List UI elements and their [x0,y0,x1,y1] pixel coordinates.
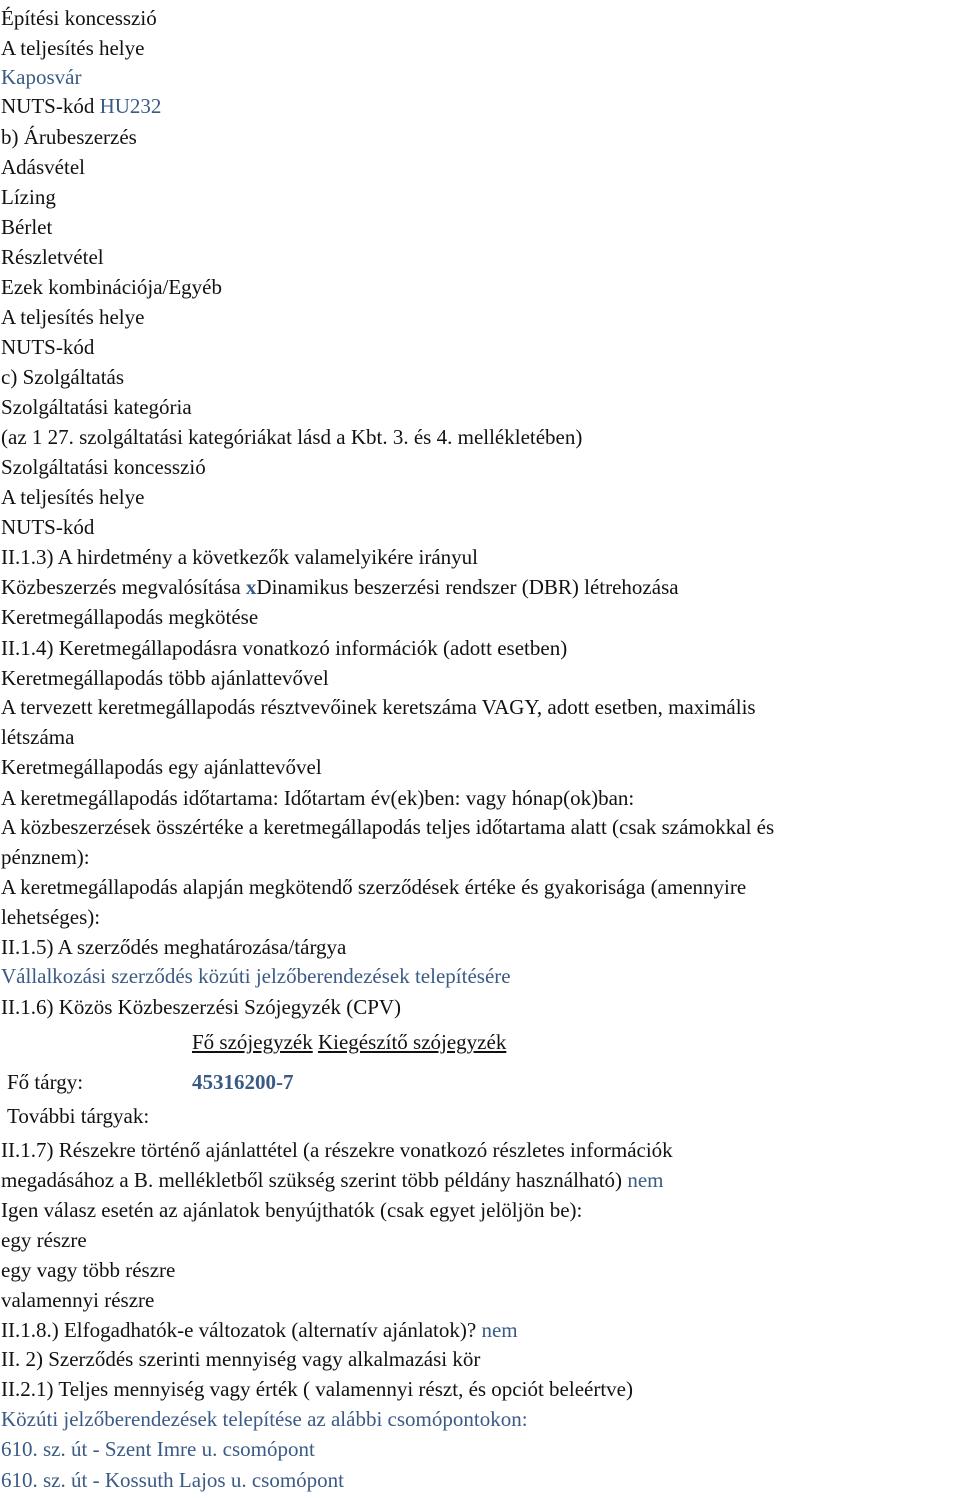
cpv-additional-objects-label: További tárgyak: [7,1104,150,1128]
cpv-supplementary-vocabulary-header: Kiegészítő szójegyzék [317,1030,507,1054]
contract-subject-value: Vállalkozási szerződés közúti jelzőberendezések telepítésére [1,964,511,988]
section-2-1-6-heading: II.1.6) Közös Közbeszerzési Szójegyzék (CPV) [1,995,402,1019]
variants-line [1,1317,518,1343]
total-quantity-description: Közúti jelzőberendezések telepítése az alábbi csomópontokon: [1,1407,528,1431]
cpv-main-object-label: Fő tárgy: [7,1070,84,1094]
tenders-submission-note: Igen válasz esetén az ajánlatok benyújthatók (csak egyet jelöljön be): [1,1198,583,1222]
nuts-code-value: HU232 [99,94,162,118]
all-lots-option: valamennyi részre [1,1288,155,1312]
one-or-more-lots-option: egy vagy több részre [1,1258,176,1282]
section-2-1-4-heading: II.1.4) Keretmegállapodásra vonatkozó információk (adott esetben) [1,636,568,660]
public-procurement-option: Közbeszerzés megvalósítása [1,575,246,599]
place-of-performance-value: Kaposvár [1,65,82,89]
total-value-line-2: pénznem): [1,845,90,869]
variants-answer-value: nem [481,1318,518,1342]
place-of-performance-label-2: A teljesítés helye [1,305,145,329]
framework-participants-line-2: létszáma [1,725,75,749]
selected-x-mark: x [245,575,257,599]
rental-option: Bérlet [1,215,53,239]
place-of-performance-label: A teljesítés helye [1,36,145,60]
place-of-performance-label-3: A teljesítés helye [1,485,145,509]
contracts-value-line-2: lehetséges): [1,905,101,929]
construction-concession-line: Építési koncesszió [1,6,157,30]
section-2-2-1-heading: II.2.1) Teljes mennyiség vagy érték ( valamennyi részt, és opciót beleértve) [1,1377,633,1401]
contracts-value-line-1: A keretmegállapodás alapján megkötendő szerződések értéke és gyakorisága (amennyire [1,875,747,899]
procurement-type-line [1,574,679,600]
nuts-code-label: NUTS-kód [1,94,95,118]
variants-question-text: II.1.8.) Elfogadhatók-e változatok (alternatív ajánlatok)? [1,1318,482,1342]
hire-purchase-option: Részletvétel [1,245,104,269]
cpv-table-header [192,1029,506,1055]
combination-option: Ezek kombinációja/Egyéb [1,275,223,299]
nuts-code-label-3: NUTS-kód [1,515,95,539]
service-category-label: Szolgáltatási kategória [1,395,192,419]
lots-question-text: megadásához a B. mellékletből szükség szerint több példány használható) [1,1168,628,1192]
junction-item-2: 610. sz. út - Kossuth Lajos u. csomópont [1,1468,344,1492]
supplies-heading: b) Árubeszerzés [1,125,137,149]
services-heading: c) Szolgáltatás [1,365,125,389]
lots-answer-line [1,1167,663,1193]
framework-participants-line-1: A tervezett keretmegállapodás résztvevőinek keretszáma VAGY, adott esetben, maximális [1,695,756,719]
service-concession-line: Szolgáltatási koncesszió [1,455,206,479]
section-2-1-5-heading: II.1.5) A szerződés meghatározása/tárgya [1,935,347,959]
junction-item-1: 610. sz. út - Szent Imre u. csomópont [1,1437,315,1461]
leasing-option: Lízing [1,185,56,209]
service-category-note: (az 1 27. szolgáltatási kategóriákat lásd a Kbt. 3. és 4. mellékletében) [1,425,583,449]
framework-agreement-option: Keretmegállapodás megkötése [1,605,259,629]
lots-answer-value: nem [627,1168,664,1192]
framework-single-tenderer: Keretmegállapodás egy ajánlattevővel [1,755,322,779]
section-2-2-heading: II. 2) Szerződés szerinti mennyiség vagy alkalmazási kör [1,1347,481,1371]
purchase-option: Adásvétel [1,155,85,179]
section-2-1-7-heading: II.1.7) Részekre történő ajánlattétel (a részekre vonatkozó részletes információk [1,1138,673,1162]
cpv-main-object-code: 45316200-7 [192,1070,294,1094]
total-value-line-1: A közbeszerzések összértéke a keretmegállapodás teljes időtartama alatt (csak számokkal és [1,815,775,839]
nuts-code-label-2: NUTS-kód [1,335,95,359]
dynamic-purchasing-option: Dinamikus beszerzési rendszer (DBR) létrehozása [256,575,679,599]
one-lot-option: egy részre [1,1228,87,1252]
framework-multiple-tenderers: Keretmegállapodás több ajánlattevővel [1,666,329,690]
framework-duration-line: A keretmegállapodás időtartama: Időtartam év(ek)ben: vagy hónap(ok)ban: [1,786,635,810]
section-2-1-3-heading: II.1.3) A hirdetmény a következők valamelyikére irányul [1,545,479,569]
cpv-main-vocabulary-header: Fő szójegyzék [192,1030,313,1054]
nuts-code-line [1,93,161,119]
